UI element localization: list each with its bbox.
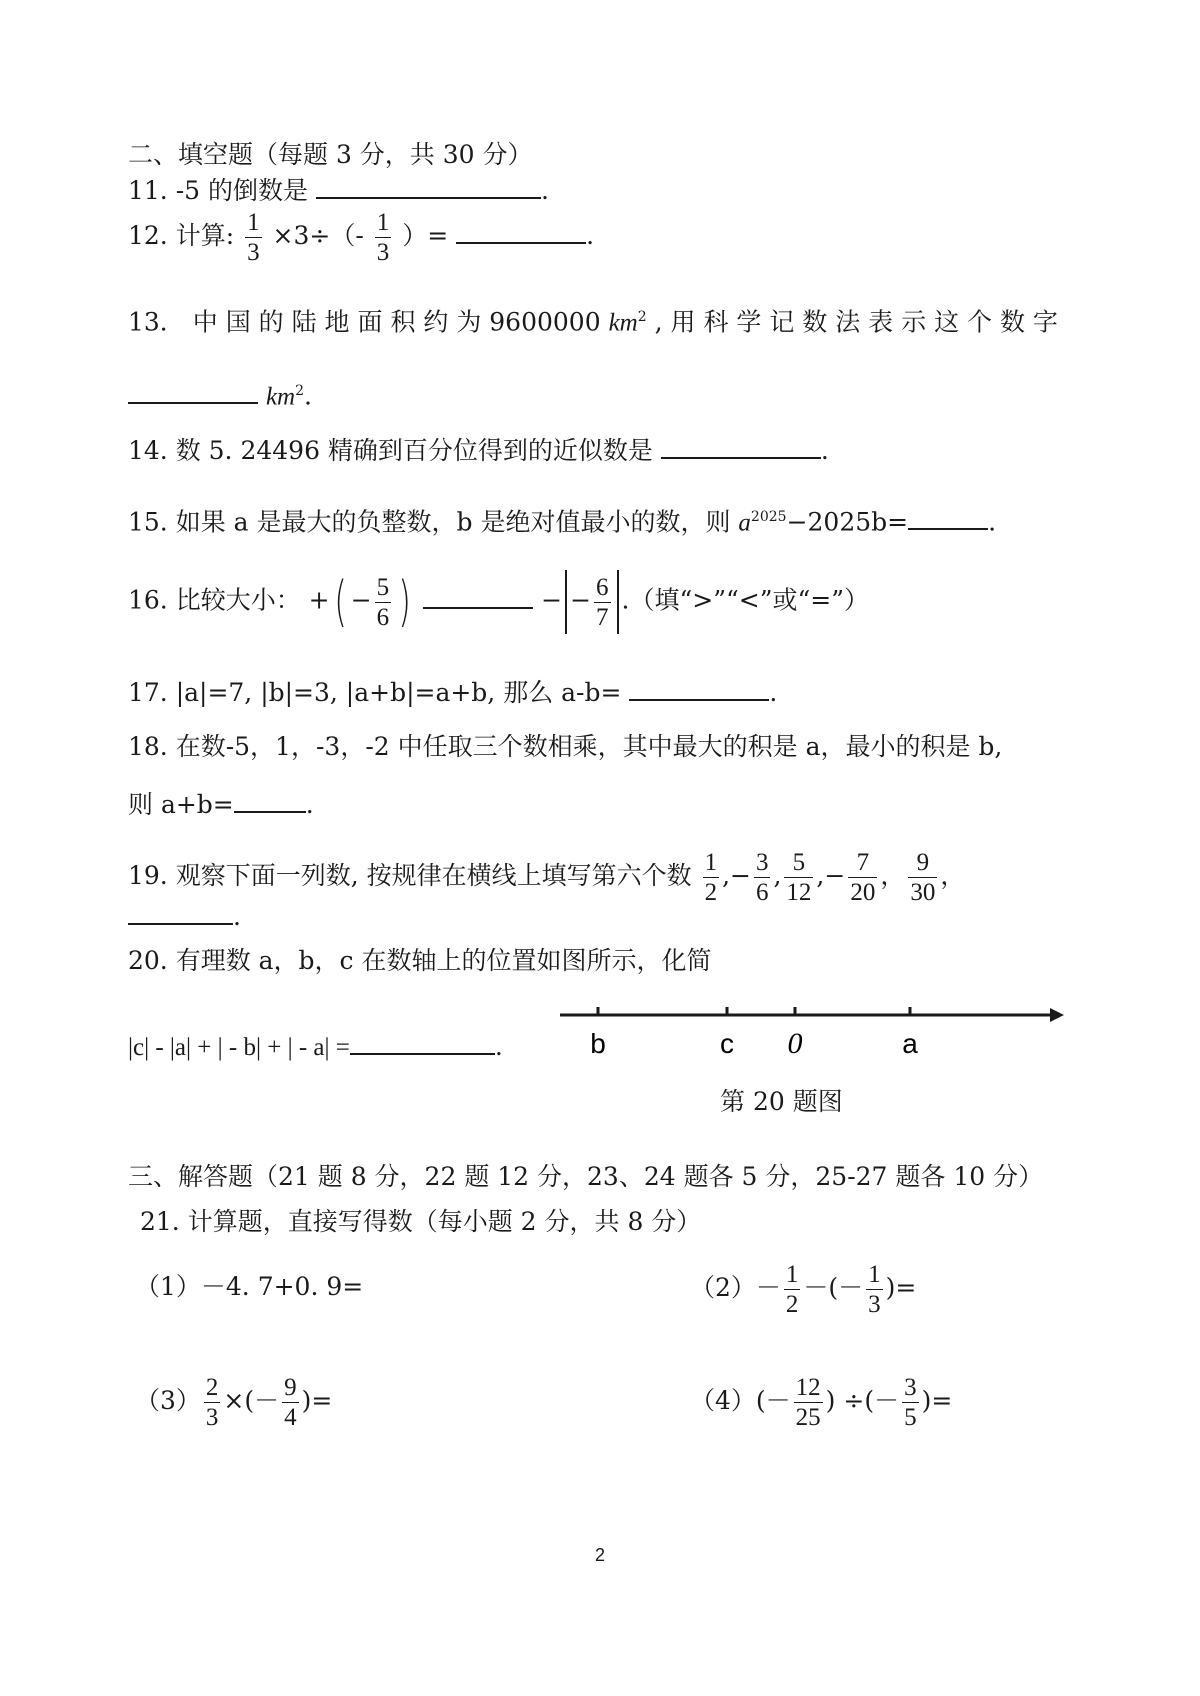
question-21-part-4: （4）(－ $\frac{12}{25}$ ) ÷(－ $\frac{3}{5}$ )= [690,1374,953,1431]
arrow-head-icon [1050,1008,1064,1022]
answer-blank-14[interactable] [661,435,821,459]
number-line-figure [550,995,1070,1065]
figure-caption: 第 20 题图 [720,1087,843,1116]
answer-blank-16[interactable] [423,585,533,609]
fraction: $\frac{7}{20}$ [850,849,876,906]
answer-blank-17[interactable] [629,677,769,701]
fraction: $\frac{3}{6}$ [755,849,769,906]
question-21-part-3: （3） $\frac{2}{3}$ ×(－ $\frac{9}{4}$ )= [135,1374,333,1431]
fraction: $\frac{9}{4}$ [284,1374,297,1431]
question-21-title: 21. 计算题，直接写得数（每小题 2 分，共 8 分） [140,1207,702,1236]
fraction: $\frac{6}{7}$ [596,573,609,631]
answer-blank-12[interactable] [456,220,586,244]
question-13: 13． 中 国 的 陆 地 面 积 约 为 9600000 $km^2$ , 用 科 学 记 数 法 表 示 这 个 数 字 [128,307,1058,337]
page-number: 2 [594,1545,605,1565]
answer-blank-19[interactable] [128,901,233,925]
section-title-solutions: 三、解答题（21 题 8 分，22 题 12 分，23、24 题各 5 分，25-27 题各 10 分） [128,1162,1044,1191]
answer-blank-20[interactable] [350,1031,495,1055]
fraction: $\frac{5}{6}$ [376,573,390,631]
answer-blank-15[interactable] [908,506,988,530]
question-16: 16. 比较大小： +( − $\frac{5}{6}$ ) − − $\frac{6}{7}$ .（填“>”“<”或“=”） [128,570,870,633]
fraction: $\frac{5}{12}$ [786,849,812,906]
question-15: 15. 如果 a 是最大的负整数，b 是绝对值最小的数，则 $a^{2025}-2025b=$ . [128,507,997,537]
fraction: $\frac{3}{5}$ [904,1374,917,1431]
question-17: 17. |a|=7, |b|=3, |a+b|=a+b, 那么 a-b= . [128,678,778,707]
section-title-fill-in: 二、填空题（每题 3 分，共 30 分） [128,140,533,169]
question-11-text: 11. -5 的倒数是 [128,176,309,205]
label-b: b [590,1028,606,1059]
fraction: $\frac{2}{3}$ [205,1374,219,1431]
abs-bar [565,570,567,634]
question-20: 20. 有理数 a，b，c 在数轴上的位置如图所示，化简 [128,946,712,975]
question-21-part-2: （2）－ $\frac{1}{2}$ －(－ $\frac{1}{3}$ )= [690,1261,917,1318]
question-11: 11. -5 的倒数是 . [128,176,549,205]
answer-blank-18[interactable] [234,789,306,813]
question-12: 12. 计算: $\frac{1}{3}$ ×3÷（- $\frac{1}{3}$ ）= . [128,209,595,266]
question-21-part-1: （1）－4. 7+0. 9= [135,1272,364,1301]
fraction: $\frac{1}{3}$ [868,1261,881,1318]
answer-blank-13[interactable] [128,380,258,404]
fraction: $\frac{1}{2}$ [785,1261,799,1318]
fraction: $\frac{1}{3}$ [376,209,390,266]
fraction: $\frac{9}{30}$ [910,849,936,906]
label-origin: 0 [787,1027,803,1060]
question-18: 18. 在数-5，1，-3，-2 中任取三个数相乘，其中最大的积是 a，最小的积是 b, [128,732,1003,761]
label-a: a [902,1028,918,1059]
question-14: 14. 数 5. 24496 精确到百分位得到的近似数是 . [128,436,829,465]
fraction: $\frac{12}{25}$ [795,1374,821,1431]
question-13-answer-line: $km^2$. [128,374,312,414]
question-18-line2: 则 a+b= . [128,790,314,819]
abs-bar [617,570,619,634]
fraction: $\frac{1}{2}$ [704,849,718,906]
label-c: c [720,1028,734,1059]
fraction: $\frac{1}{3}$ [247,209,260,266]
question-19: 19. 观察下面一列数, 按规律在横线上填写第六个数 $\frac{1}{2}$ ,− $\frac{3}{6}$ , $\frac{5}{12}$ ,− $\frac{7}{20}$ ， $\frac{9}{30}$ ， [128,849,966,906]
question-19-answer-line: . [128,900,241,934]
answer-blank-11[interactable] [316,175,541,199]
question-20-expression: |c| - |a| + | - b| + | - a| = . [128,1032,503,1061]
